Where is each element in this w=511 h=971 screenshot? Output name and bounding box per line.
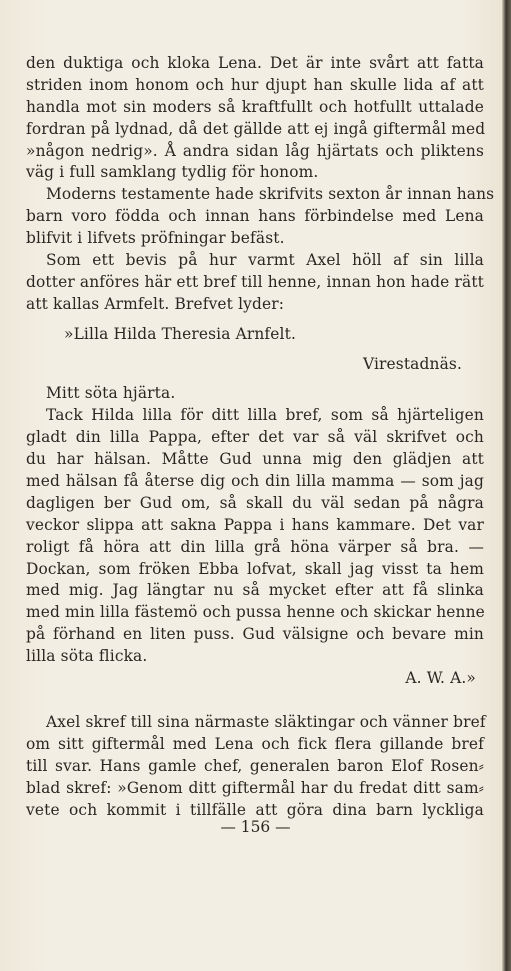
text-line: med mig. Jag längtar nu så mycket efter att få slinka bbox=[26, 581, 484, 600]
text-line: Axel skref till sina närmaste släktingar och vänner bref bbox=[46, 712, 486, 731]
text-line: på förhand en liten puss. Gud välsigne och bevare min bbox=[26, 625, 484, 644]
text-line: den duktiga och kloka Lena. Det är inte svårt att fatta bbox=[26, 54, 484, 72]
text-line: blifvit i lifvets pröfningar befäst. bbox=[26, 229, 285, 248]
text-line: striden inom honom och hur djupt han skulle lida af att bbox=[26, 75, 484, 94]
text-line: barn voro födda och innan hans förbindelse med Lena bbox=[26, 207, 484, 226]
letter-salutation: »Lilla Hilda Theresia Arnfelt. bbox=[64, 324, 296, 343]
text-line: till svar. Hans gamle chef, generalen baron Elof Rosen⸗ bbox=[26, 756, 484, 775]
text-line: gladt din lilla Pappa, efter det var så väl skrifvet och bbox=[26, 428, 484, 447]
text-line: »någon nedrig». Å andra sidan låg hjärtats och pliktens bbox=[26, 141, 484, 160]
text-line: dotter anföres här ett bref till henne, innan hon hade rätt bbox=[26, 272, 484, 291]
text-line: vete och kommit i tillfälle att göra dina barn lyckliga bbox=[26, 800, 484, 819]
text-line: Tack Hilda lilla för ditt lilla bref, som så hjärteligen bbox=[46, 406, 484, 425]
text-line: att kallas Armfelt. Brefvet lyder: bbox=[26, 294, 285, 313]
letter-signature: A. W. A.» bbox=[405, 669, 476, 688]
text-line: blad skref: »Genom ditt giftermål har du fredat ditt sam⸗ bbox=[26, 778, 484, 797]
page-body-text bbox=[26, 53, 495, 821]
letter-greeting: Mitt söta hjärta. bbox=[46, 384, 176, 403]
text-line: du har hälsan. Måtte Gud unna mig den glädjen att bbox=[26, 450, 484, 469]
book-spine-edge bbox=[502, 0, 511, 971]
text-line: lilla söta flicka. bbox=[26, 647, 148, 666]
text-line: dagligen ber Gud om, så skall du väl sedan på några bbox=[26, 493, 484, 512]
text-line: med hälsan få återse dig och din lilla mamma — som jag bbox=[26, 472, 484, 491]
text-line: Moderns testamente hade skrifvits sexton år innan hans bbox=[46, 185, 495, 204]
page-number: — 156 — bbox=[220, 818, 291, 836]
text-line: Dockan, som fröken Ebba lofvat, skall jag visst ta hem bbox=[26, 559, 484, 578]
letter-place: Virestadnäs. bbox=[362, 354, 462, 373]
text-line: veckor slippa att sakna Pappa i hans kammare. Det var bbox=[26, 515, 484, 534]
text-line: om sitt giftermål med Lena och fick flera gillande bref bbox=[26, 734, 484, 753]
text-line: Som ett bevis på hur varmt Axel höll af sin lilla bbox=[46, 251, 484, 270]
text-line: med min lilla fästemö och pussa henne och skickar henne bbox=[26, 603, 485, 622]
text-line: handla mot sin moders så kraftfullt och hotfullt uttalade bbox=[26, 97, 484, 116]
text-line: roligt få höra att din lilla grå höna värper så bra. — bbox=[26, 537, 484, 556]
text-line: fordran på lydnad, då det gällde att ej ingå giftermål med bbox=[26, 119, 486, 138]
text-line: väg i full samklang tydlig för honom. bbox=[26, 163, 319, 182]
